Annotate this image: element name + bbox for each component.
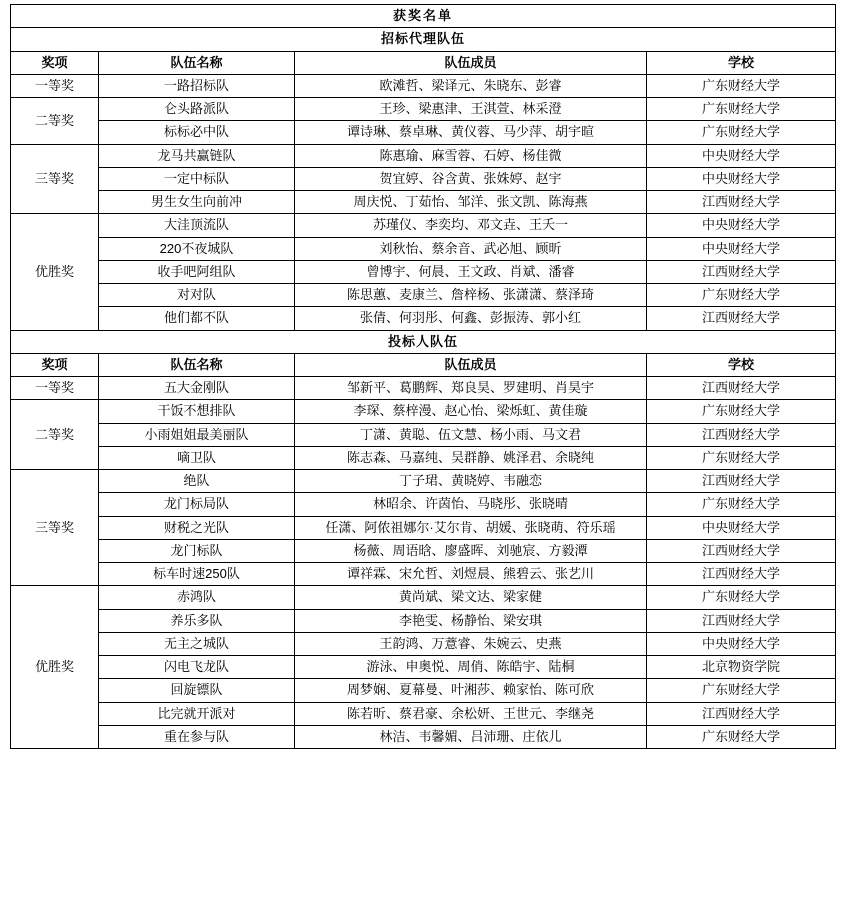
column-header-prize: 奖项 [11,353,99,376]
team-name: 比完就开派对 [99,702,295,725]
table-row [11,400,836,423]
team-members: 游泳、申奥悦、周俏、陈皓宇、陆桐 [295,656,647,679]
team-members: 陈惠瑜、麻雪蓉、石婷、杨佳微 [295,144,647,167]
prize-level: 三等奖 [11,470,99,586]
table-row [11,470,836,493]
team-school: 江西财经大学 [647,307,836,330]
team-school: 江西财经大学 [647,702,836,725]
team-school: 中央财经大学 [647,167,836,190]
section-header-row [11,28,836,51]
table-row [11,284,836,307]
team-school: 广东财经大学 [647,400,836,423]
team-name: 他们都不队 [99,307,295,330]
team-members: 邹新平、葛鹏辉、郑良昊、罗建明、肖昊宇 [295,377,647,400]
team-school: 广东财经大学 [647,679,836,702]
team-members: 陈思蕙、麦康兰、詹梓杨、张潇潇、蔡泽琦 [295,284,647,307]
column-header-prize: 奖项 [11,51,99,74]
column-header-team: 队伍名称 [99,51,295,74]
table-row [11,377,836,400]
table-row [11,260,836,283]
table-row [11,237,836,260]
team-members: 谭诗琳、蔡卓琳、黄仪蓉、马少萍、胡宇暄 [295,121,647,144]
team-members: 陈志森、马嘉纯、吴群静、姚泽君、余晓纯 [295,446,647,469]
table-row [11,516,836,539]
team-members: 贺宜婷、谷含黄、张姝婷、赵宇 [295,167,647,190]
team-name: 干饭不想排队 [99,400,295,423]
page-title: 获奖名单 [11,5,836,28]
team-school: 中央财经大学 [647,144,836,167]
team-school: 中央财经大学 [647,516,836,539]
column-header-team: 队伍名称 [99,353,295,376]
table-row [11,586,836,609]
team-members: 丁子珺、黄晓婷、韦融恋 [295,470,647,493]
column-header-school: 学校 [647,353,836,376]
team-members: 王韵鸿、万薏睿、朱婉云、史燕 [295,632,647,655]
table-row [11,74,836,97]
section-title: 招标代理队伍 [11,28,836,51]
column-header-row [11,51,836,74]
team-school: 广东财经大学 [647,74,836,97]
team-name: 龙门标局队 [99,493,295,516]
table-row [11,98,836,121]
team-members: 林洁、韦馨媚、吕沛珊、庄依儿 [295,725,647,748]
section-title: 投标人队伍 [11,330,836,353]
team-school: 广东财经大学 [647,284,836,307]
table-row [11,563,836,586]
team-name: 养乐多队 [99,609,295,632]
team-members: 任潇、阿侬祖娜尔·艾尔肯、胡媛、张晓萌、符乐瑶 [295,516,647,539]
team-members: 苏瑾仪、李奕均、邓文垚、王夭一 [295,214,647,237]
team-school: 江西财经大学 [647,260,836,283]
team-name: 一定中标队 [99,167,295,190]
table-row [11,656,836,679]
team-school: 江西财经大学 [647,563,836,586]
table-row [11,725,836,748]
award-table [10,4,836,749]
team-school: 江西财经大学 [647,377,836,400]
team-members: 刘秋怡、蔡余音、武必旭、顾昕 [295,237,647,260]
table-row [11,679,836,702]
prize-level: 优胜奖 [11,586,99,749]
team-school: 广东财经大学 [647,121,836,144]
team-school: 广东财经大学 [647,493,836,516]
prize-level: 优胜奖 [11,214,99,330]
table-row [11,446,836,469]
team-school: 江西财经大学 [647,609,836,632]
table-row [11,307,836,330]
table-row [11,539,836,562]
column-header-row [11,353,836,376]
table-row [11,144,836,167]
column-header-school: 学校 [647,51,836,74]
table-row [11,702,836,725]
table-row [11,214,836,237]
column-header-members: 队伍成员 [295,353,647,376]
team-members: 欧滩哲、梁译元、朱晓东、彭睿 [295,74,647,97]
prize-level: 二等奖 [11,400,99,470]
team-name: 标车时速250队 [99,563,295,586]
team-members: 周梦娴、夏幕曼、叶湘莎、赖家怡、陈可欣 [295,679,647,702]
team-school: 中央财经大学 [647,632,836,655]
prize-level: 一等奖 [11,377,99,400]
team-members: 张倩、何羽彤、何鑫、彭振涛、郭小红 [295,307,647,330]
team-school: 中央财经大学 [647,214,836,237]
team-name: 对对队 [99,284,295,307]
team-school: 江西财经大学 [647,539,836,562]
team-school: 江西财经大学 [647,470,836,493]
section-header-row [11,330,836,353]
team-name: 五大金刚队 [99,377,295,400]
team-members: 林昭余、许茵怡、马晓彤、张晓晴 [295,493,647,516]
team-members: 王珍、梁惠津、王淇萱、林采澄 [295,98,647,121]
team-name: 220不夜城队 [99,237,295,260]
team-name: 龙门标队 [99,539,295,562]
team-school: 广东财经大学 [647,446,836,469]
team-school: 江西财经大学 [647,191,836,214]
team-members: 陈若昕、蔡君豪、余松妍、王世元、李继尧 [295,702,647,725]
team-name: 财税之光队 [99,516,295,539]
team-name: 小雨姐姐最美丽队 [99,423,295,446]
team-school: 广东财经大学 [647,98,836,121]
team-name: 收手吧阿组队 [99,260,295,283]
team-members: 李艳雯、杨静怡、梁安琪 [295,609,647,632]
team-name: 龙马共赢链队 [99,144,295,167]
prize-level: 二等奖 [11,98,99,145]
team-name: 绝队 [99,470,295,493]
team-school: 中央财经大学 [647,237,836,260]
prize-level: 一等奖 [11,74,99,97]
team-members: 周庆悦、丁茹怡、邹洋、张文凯、陈海燕 [295,191,647,214]
team-name: 赤鸿队 [99,586,295,609]
team-name: 标标必中队 [99,121,295,144]
table-row [11,609,836,632]
team-school: 江西财经大学 [647,423,836,446]
team-name: 嘀卫队 [99,446,295,469]
team-name: 男生女生向前冲 [99,191,295,214]
team-members: 曾博宇、何晨、王文政、肖斌、潘睿 [295,260,647,283]
title-row [11,5,836,28]
team-members: 丁潇、黄聪、伍文慧、杨小雨、马文君 [295,423,647,446]
table-row [11,493,836,516]
team-school: 广东财经大学 [647,725,836,748]
prize-level: 三等奖 [11,144,99,214]
team-name: 重在参与队 [99,725,295,748]
table-row [11,423,836,446]
team-members: 李琛、蔡梓漫、赵心怡、梁烁虹、黄佳璇 [295,400,647,423]
team-name: 回旋镖队 [99,679,295,702]
team-school: 广东财经大学 [647,586,836,609]
table-row [11,191,836,214]
team-name: 仑头路派队 [99,98,295,121]
team-name: 一路招标队 [99,74,295,97]
team-name: 无主之城队 [99,632,295,655]
team-members: 杨薇、周语晗、廖盛晖、刘驰宸、方毅潭 [295,539,647,562]
column-header-members: 队伍成员 [295,51,647,74]
team-school: 北京物资学院 [647,656,836,679]
table-row [11,632,836,655]
team-name: 闪电飞龙队 [99,656,295,679]
table-row [11,167,836,190]
team-members: 黄尚斌、梁文达、梁家健 [295,586,647,609]
team-name: 大洼顶流队 [99,214,295,237]
table-row [11,121,836,144]
team-members: 谭祥霖、宋允哲、刘煜晨、熊碧云、张艺川 [295,563,647,586]
